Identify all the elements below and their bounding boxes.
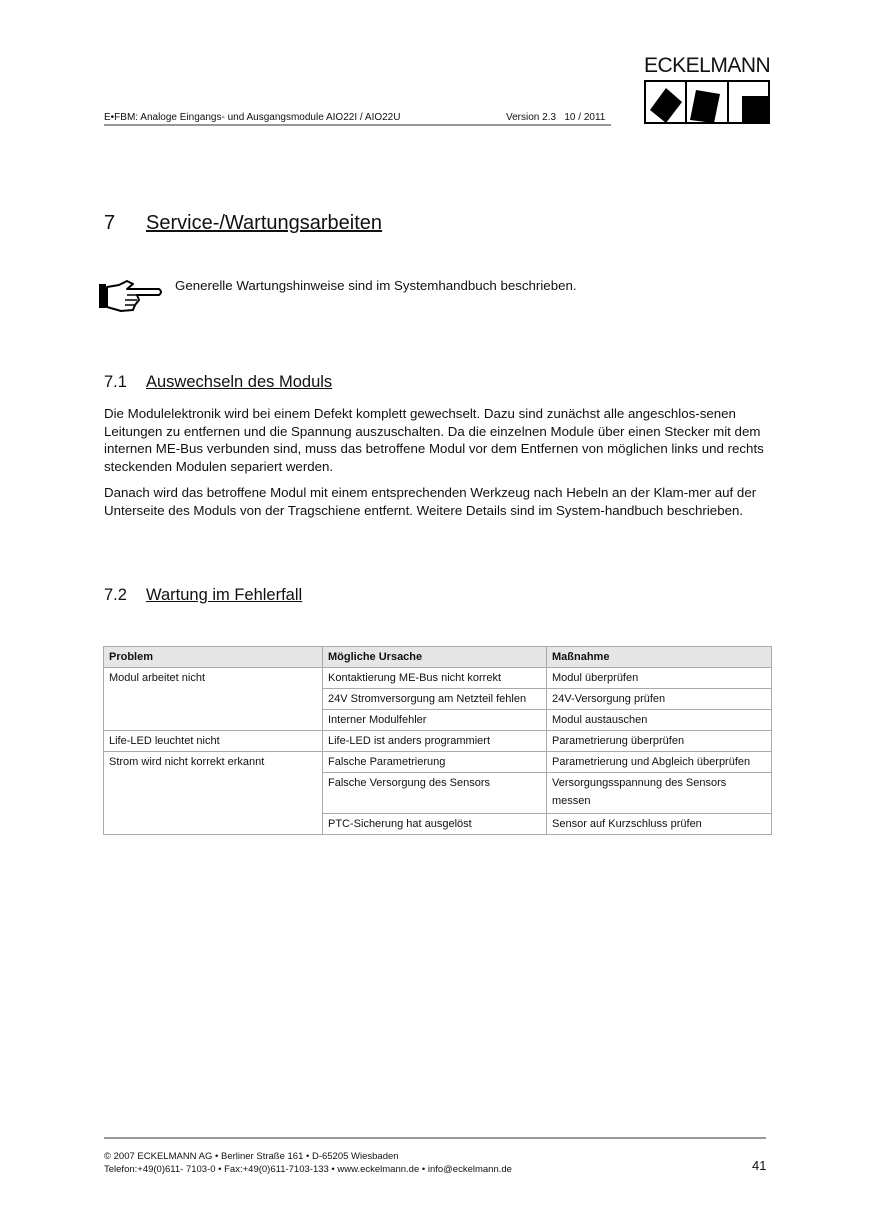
header-version: Version 2.3 10 / 2011 xyxy=(506,112,606,123)
page-number: 41 xyxy=(752,1158,767,1173)
action-cell: Parametrierung und Abgleich überprüfen xyxy=(547,752,772,773)
action-cell: 24V-Versorgung prüfen xyxy=(547,689,772,710)
cause-cell: Falsche Parametrierung xyxy=(323,752,547,773)
section-7-1-paragraph-2: Danach wird das betroffene Modul mit einem entsprechenden Werkzeug nach Hebeln an der Klam-mer auf der Unterseite des Moduls von der Tragschiene entfernt. Weitere Details sind im System-handbuch beschrieben. xyxy=(104,485,757,518)
section-7-heading: 7 Service-/Wartungsarbeiten xyxy=(104,212,383,234)
maintenance-note: Generelle Wartungshinweise sind im Systemhandbuch beschrieben. xyxy=(175,278,577,293)
header-doc-title: E•FBM: Analoge Eingangs- und Ausgangsmodule AIO22I / AIO22U xyxy=(104,112,401,123)
footer-contact: Telefon:+49(0)611- 7103-0 • Fax:+49(0)611-7103-133 • www.eckelmann.de • info@eckelmann.de xyxy=(104,1164,512,1175)
problem-cell: Modul arbeitet nicht xyxy=(104,668,323,731)
footer-rule xyxy=(104,1137,766,1139)
table-row xyxy=(104,668,772,689)
header-rule xyxy=(104,124,611,126)
action-cell: Sensor auf Kurzschluss prüfen xyxy=(547,814,772,835)
pointing-hand-icon xyxy=(97,278,163,319)
column-header-cause: Mögliche Ursache xyxy=(323,647,547,668)
action-cell: Versorgungsspannung des Sensors messen xyxy=(547,773,772,814)
fault-table xyxy=(103,646,772,835)
footer-address: © 2007 ECKELMANN AG • Berliner Straße 161 • D-65205 Wiesbaden xyxy=(104,1151,399,1162)
cause-cell: Life-LED ist anders programmiert xyxy=(323,731,547,752)
column-header-problem: Problem xyxy=(104,647,323,668)
section-7-1-heading: 7.1 Auswechseln des Moduls xyxy=(104,373,333,391)
column-header-action: Maßnahme xyxy=(547,647,772,668)
cause-cell: Kontaktierung ME-Bus nicht korrekt xyxy=(323,668,547,689)
cause-cell: PTC-Sicherung hat ausgelöst xyxy=(323,814,547,835)
problem-cell: Life-LED leuchtet nicht xyxy=(104,731,323,752)
table-row xyxy=(104,731,772,752)
section-7-2-heading: 7.2 Wartung im Fehlerfall xyxy=(104,586,303,604)
cause-cell: Falsche Versorgung des Sensors xyxy=(323,773,547,814)
eckelmann-logo: ECKELMANN xyxy=(644,55,770,124)
cause-cell: Interner Modulfehler xyxy=(323,710,547,731)
table-header-row xyxy=(104,647,772,668)
problem-cell: Strom wird nicht korrekt erkannt xyxy=(104,752,323,835)
table-row xyxy=(104,752,772,773)
cause-cell: 24V Stromversorgung am Netzteil fehlen xyxy=(323,689,547,710)
action-cell: Parametrierung überprüfen xyxy=(547,731,772,752)
action-cell: Modul austauschen xyxy=(547,710,772,731)
action-cell: Modul überprüfen xyxy=(547,668,772,689)
section-7-1-paragraph-1: Die Modulelektronik wird bei einem Defekt komplett gewechselt. Dazu sind zunächst alle angeschlos-senen Leitungen zu entfernen und die Spannung auszuschalten. Da die einzelnen Module über einen Stecker mit dem internen ME-Bus verbunden sind, muss das betroffene Modul vor dem Entfernen von möglichen links und rechts steckenden Modulen separiert werden. xyxy=(104,406,764,474)
